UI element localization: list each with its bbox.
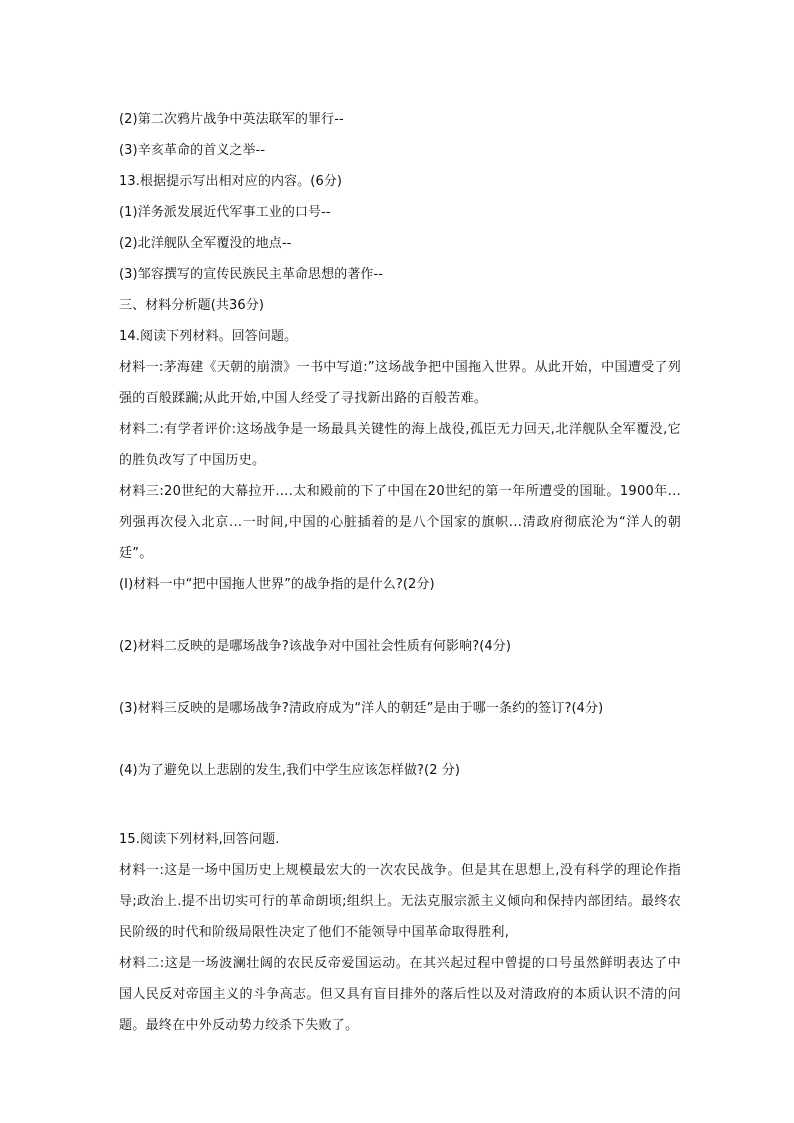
q12-item-3: (3)辛亥革命的首义之举-- [119, 143, 266, 158]
exam-page [119, 104, 681, 1041]
q15-material-1: 材料一:这是一场中国历史上规模最宏大的一次农民战争。但是其在思想上,没有科学的理论作指导;政治上.提不出切实可行的革命朗顷;组织上。无法克服宗派主义倾向和保持内部团结。最终农民阶级的时代和阶级局限性决定了他们不能领导中国革命取得胜利, [119, 863, 681, 940]
q13-item-1: (1)洋务派发展近代军事工业的口号-- [119, 205, 331, 220]
q13-item-3: (3)邹容撰写的宣传民族民主革命思想的著作-- [119, 267, 384, 282]
q14-question-1: (I)材料一中“把中国拖人世界”的战争指的是什么?(2分) [119, 577, 435, 592]
q13-title: 13.根据提示写出相对应的内容。(6分) [119, 174, 343, 189]
q14-question-2: (2)材料二反映的是哪场战争?该战争对中国社会性质有何影响?(4分) [119, 639, 512, 654]
section-3-title: 三、材料分析题(共36分) [119, 298, 264, 313]
q14-material-1: 材料一:茅海建《天朝的崩溃》一书中写道:”这场战争把中国拖入世界。从此开始，中国遭受了列强的百般蹂躏;从此开始,中国人经受了寻找新出路的百般苦难。 [119, 360, 681, 406]
q14-material-2: 材料二:有学者评价:这场战争是一场最具关键性的海上战役,孤臣无力回天,北洋舰队全军覆没,它的胜负改写了中国历史。 [119, 422, 681, 468]
q14-question-3: (3)材料三反映的是哪场战争?清政府成为“洋人的朝廷”是由于哪一条约的签订?(4分) [119, 701, 604, 716]
q14-question-4: (4)为了避免以上悲剧的发生,我们中学生应该怎样做?(2 分) [119, 763, 461, 778]
q12-item-2: (2)第二次鸦片战争中英法联军的罪行-- [119, 112, 344, 127]
q15-material-2: 材料二:这是一场波澜壮阔的农民反帝爱国运动。在其兴起过程中曾提的口号虽然鲜明表达了中国人民反对帝国主义的斗争高志。但又具有盲目排外的落后性以及对清政府的本质认识不清的问题。最终在中外反动势力绞杀下失败了。 [119, 956, 681, 1033]
q13-item-2: (2)北洋舰队全军覆没的地点-- [119, 236, 292, 251]
q14-material-3: 材料三:20世纪的大幕拉开....太和殿前的下了中国在20世纪的第一年所遭受的国耻。1900年...列强再次侵入北京...一时间,中国的心脏插着的是八个国家的旗帜...清政府彻底沦为“洋人的朝廷”。 [119, 484, 681, 561]
q14-title: 14.阅读下列材料。回答问题。 [119, 329, 298, 344]
q15-title: 15.阅读下列材料,回答问题. [119, 832, 280, 847]
